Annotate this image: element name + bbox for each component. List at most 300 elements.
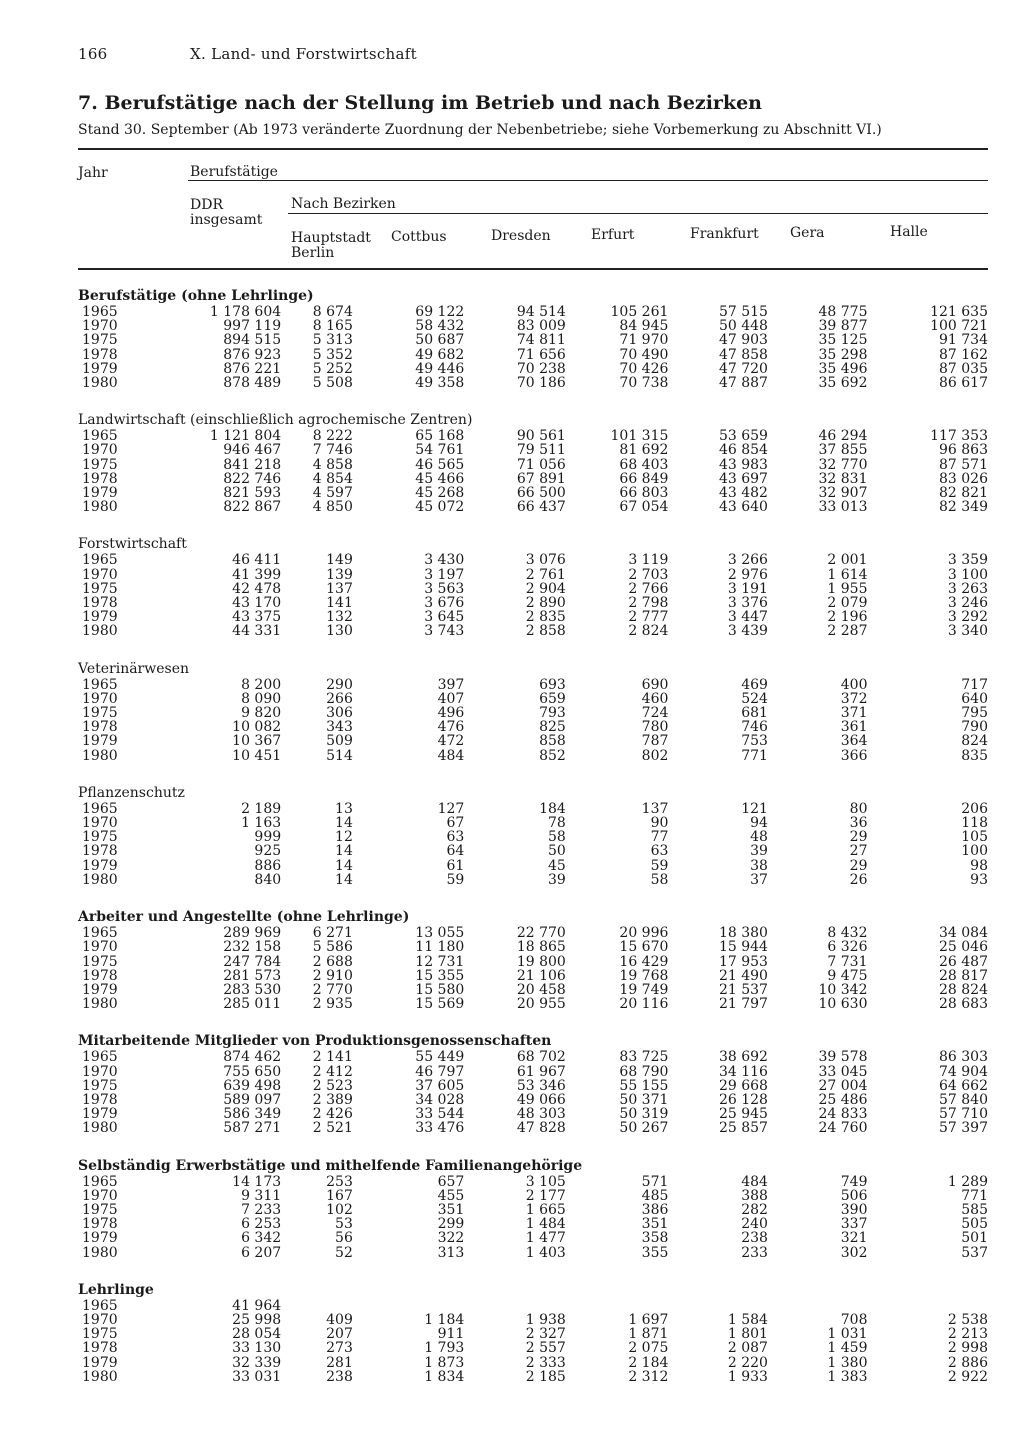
value-cell: 81 692 xyxy=(619,442,669,459)
value-cell: 640 xyxy=(961,690,988,707)
table-row xyxy=(78,802,988,816)
year-cell: 1979 xyxy=(82,1230,118,1247)
value-cell: 771 xyxy=(741,747,768,764)
section-header xyxy=(78,1280,988,1299)
value-cell: 302 xyxy=(840,1244,868,1261)
value-cell: 167 xyxy=(326,1187,353,1204)
value-cell: 61 967 xyxy=(516,1063,566,1080)
value-cell: 1 289 xyxy=(947,1173,988,1190)
value-cell: 33 544 xyxy=(415,1106,465,1123)
value-cell: 894 515 xyxy=(223,332,282,349)
header-bottom-rule xyxy=(78,268,988,270)
value-cell: 139 xyxy=(326,566,353,583)
section-label: Pflanzenschutz xyxy=(78,784,185,801)
section-header xyxy=(78,659,988,678)
value-cell: 484 xyxy=(437,747,465,764)
value-cell: 70 186 xyxy=(516,375,566,392)
value-cell: 3 119 xyxy=(628,552,669,569)
col-header-erfurt: Erfurt xyxy=(591,227,635,243)
value-cell: 822 746 xyxy=(223,470,282,487)
value-cell: 39 578 xyxy=(818,1049,868,1066)
value-cell xyxy=(868,1299,989,1313)
value-cell: 337 xyxy=(840,1216,868,1233)
value-cell: 57 710 xyxy=(939,1106,988,1123)
table-row xyxy=(78,873,988,887)
year-cell: 1978 xyxy=(82,595,118,612)
value-cell: 537 xyxy=(961,1244,988,1261)
table-row xyxy=(78,692,988,706)
value-cell: 1 871 xyxy=(628,1326,669,1343)
value-cell: 42 478 xyxy=(232,580,282,597)
value-cell: 322 xyxy=(437,1230,465,1247)
value-cell: 6 342 xyxy=(241,1230,282,1247)
value-cell: 4 850 xyxy=(312,499,353,516)
value-cell: 2 079 xyxy=(827,595,868,612)
value-cell: 690 xyxy=(641,676,669,693)
value-cell: 2 412 xyxy=(312,1063,353,1080)
value-cell: 57 840 xyxy=(939,1091,988,1108)
value-cell: 8 222 xyxy=(312,428,353,445)
value-cell: 34 028 xyxy=(415,1091,465,1108)
value-cell: 313 xyxy=(437,1244,465,1261)
table-row xyxy=(78,486,988,500)
value-cell: 21 797 xyxy=(718,996,768,1013)
value-cell: 6 207 xyxy=(241,1244,282,1261)
value-cell: 397 xyxy=(437,676,465,693)
value-cell: 77 xyxy=(650,829,669,846)
value-cell: 3 430 xyxy=(424,552,465,569)
value-cell: 3 076 xyxy=(525,552,566,569)
value-cell: 1 938 xyxy=(525,1311,566,1328)
section-label: Arbeiter und Angestellte (ohne Lehrlinge) xyxy=(78,909,410,926)
value-cell: 43 983 xyxy=(718,456,768,473)
value-cell: 66 803 xyxy=(619,485,669,502)
value-cell: 27 xyxy=(849,843,868,860)
year-cell: 1979 xyxy=(82,857,118,874)
section-header xyxy=(78,783,988,802)
section-spacer xyxy=(78,390,988,410)
value-cell: 233 xyxy=(741,1244,768,1261)
table-row xyxy=(78,348,988,362)
table-row xyxy=(78,305,988,319)
value-cell: 46 565 xyxy=(415,456,465,473)
value-cell: 90 561 xyxy=(516,428,566,445)
value-cell: 39 xyxy=(750,843,768,860)
value-cell: 2 333 xyxy=(525,1354,566,1371)
value-cell: 52 xyxy=(335,1244,353,1261)
section-label: Berufstätige (ohne Lehrlinge) xyxy=(78,288,314,304)
value-cell: 2 890 xyxy=(525,595,566,612)
value-cell: 281 xyxy=(326,1354,353,1371)
value-cell: 69 122 xyxy=(415,304,465,320)
value-cell: 7 233 xyxy=(241,1201,282,1218)
value-cell: 94 514 xyxy=(516,304,566,320)
value-cell: 361 xyxy=(840,719,868,736)
value-cell: 1 383 xyxy=(827,1368,868,1385)
value-cell: 822 867 xyxy=(223,499,282,516)
header-nach-bezirken: Nach Bezirken xyxy=(291,196,396,212)
value-cell: 355 xyxy=(641,1244,669,1261)
table-row xyxy=(78,734,988,748)
value-cell: 20 458 xyxy=(516,981,566,998)
value-cell: 118 xyxy=(961,815,988,832)
value-cell: 351 xyxy=(641,1216,669,1233)
value-cell: 3 105 xyxy=(525,1173,566,1190)
value-cell: 57 515 xyxy=(718,304,768,320)
value-cell: 876 221 xyxy=(223,360,282,377)
table-row xyxy=(78,678,988,692)
value-cell: 63 xyxy=(650,843,669,860)
value-cell: 840 xyxy=(254,871,282,888)
value-cell: 47 903 xyxy=(718,332,768,349)
table-subtitle: Stand 30. September (Ab 1973 veränderte Zuordnung der Nebenbetriebe; siehe Vorbemerkung zu Abschnitt VI.) xyxy=(78,122,882,138)
section-label: Forstwirtschaft xyxy=(78,536,187,553)
value-cell: 121 xyxy=(741,800,768,817)
value-cell: 2 770 xyxy=(312,981,353,998)
value-cell: 28 817 xyxy=(939,967,988,984)
value-cell: 771 xyxy=(961,1187,988,1204)
value-cell: 66 500 xyxy=(516,485,566,502)
value-cell: 130 xyxy=(326,623,353,640)
table-row xyxy=(78,1121,988,1135)
year-cell: 1978 xyxy=(82,719,118,736)
value-cell: 87 571 xyxy=(939,456,988,473)
value-cell: 358 xyxy=(641,1230,669,1247)
year-cell: 1975 xyxy=(82,580,118,597)
value-cell: 1 184 xyxy=(424,1311,465,1328)
year-cell: 1978 xyxy=(82,1216,118,1233)
value-cell: 53 659 xyxy=(718,428,768,445)
value-cell: 2 185 xyxy=(525,1368,566,1385)
value-cell: 746 xyxy=(741,719,768,736)
value-cell: 485 xyxy=(641,1187,669,1204)
value-cell: 7 731 xyxy=(827,953,868,970)
value-cell: 66 849 xyxy=(619,470,669,487)
value-cell: 7 746 xyxy=(312,442,353,459)
value-cell: 65 168 xyxy=(415,428,465,445)
value-cell: 55 155 xyxy=(619,1077,669,1094)
table-row xyxy=(78,940,988,954)
value-cell: 2 761 xyxy=(525,566,566,583)
year-cell: 1975 xyxy=(82,1201,118,1218)
year-cell: 1975 xyxy=(82,705,118,722)
value-cell: 15 580 xyxy=(415,981,465,998)
value-cell xyxy=(464,1299,566,1313)
value-cell: 1 933 xyxy=(727,1368,768,1385)
table-row xyxy=(78,1065,988,1079)
value-cell: 82 349 xyxy=(939,499,988,516)
value-cell: 29 xyxy=(849,857,868,874)
value-cell: 184 xyxy=(539,800,566,817)
year-cell: 1980 xyxy=(82,1368,118,1385)
value-cell: 14 xyxy=(335,815,353,832)
value-cell: 47 720 xyxy=(718,360,768,377)
value-cell: 70 426 xyxy=(619,360,669,377)
value-cell: 587 271 xyxy=(223,1120,282,1137)
year-cell: 1980 xyxy=(82,1120,118,1137)
value-cell: 874 462 xyxy=(223,1049,282,1066)
value-cell: 5 313 xyxy=(312,332,353,349)
year-cell: 1975 xyxy=(82,332,118,349)
section-spacer xyxy=(78,763,988,783)
year-cell: 1980 xyxy=(82,871,118,888)
value-cell xyxy=(668,1299,768,1313)
section-label: Lehrlinge xyxy=(78,1281,154,1298)
value-cell: 68 403 xyxy=(619,456,669,473)
table-row xyxy=(78,458,988,472)
section-label: Landwirtschaft (einschließlich agrochemische Zentren) xyxy=(78,412,473,429)
value-cell: 3 376 xyxy=(727,595,768,612)
value-cell: 8 432 xyxy=(827,925,868,942)
value-cell: 1 163 xyxy=(241,815,282,832)
table-row xyxy=(78,596,988,610)
value-cell: 32 831 xyxy=(818,470,868,487)
value-cell: 1 665 xyxy=(525,1201,566,1218)
value-cell: 132 xyxy=(326,609,353,626)
table-row xyxy=(78,1341,988,1355)
value-cell: 2 538 xyxy=(947,1311,988,1328)
value-cell: 878 489 xyxy=(223,375,282,392)
value-cell: 925 xyxy=(254,843,282,860)
value-cell: 90 xyxy=(650,815,669,832)
value-cell: 390 xyxy=(840,1201,868,1218)
value-cell: 46 294 xyxy=(818,428,868,445)
value-cell: 306 xyxy=(326,705,353,722)
value-cell: 24 760 xyxy=(818,1120,868,1137)
value-cell: 26 xyxy=(849,871,868,888)
value-cell: 207 xyxy=(326,1326,353,1343)
value-cell: 289 969 xyxy=(223,925,282,942)
value-cell: 9 820 xyxy=(241,705,282,722)
value-cell: 41 399 xyxy=(232,566,282,583)
value-cell: 56 xyxy=(335,1230,353,1247)
value-cell: 87 035 xyxy=(939,360,988,377)
value-cell: 4 858 xyxy=(312,456,353,473)
value-cell: 13 055 xyxy=(415,925,465,942)
value-cell: 1 031 xyxy=(827,1326,868,1343)
value-cell: 47 828 xyxy=(516,1120,566,1137)
value-cell: 137 xyxy=(641,800,669,817)
value-cell: 2 312 xyxy=(628,1368,669,1385)
value-cell: 509 xyxy=(326,733,353,750)
value-cell: 5 508 xyxy=(312,375,353,392)
value-cell: 91 734 xyxy=(939,332,988,349)
value-cell: 16 429 xyxy=(619,953,669,970)
value-cell: 18 380 xyxy=(718,925,768,942)
value-cell: 1 484 xyxy=(525,1216,566,1233)
table-row xyxy=(78,553,988,567)
data-table xyxy=(78,286,988,1384)
table-row xyxy=(78,816,988,830)
value-cell: 14 xyxy=(335,871,353,888)
section-spacer xyxy=(78,1260,988,1280)
value-cell: 43 697 xyxy=(718,470,768,487)
table-row xyxy=(78,983,988,997)
value-cell: 55 449 xyxy=(415,1049,465,1066)
value-cell: 238 xyxy=(741,1230,768,1247)
value-cell: 2 426 xyxy=(312,1106,353,1123)
value-cell: 68 702 xyxy=(516,1049,566,1066)
value-cell xyxy=(566,1299,669,1313)
section-header xyxy=(78,410,988,429)
value-cell: 1 380 xyxy=(827,1354,868,1371)
value-cell: 589 097 xyxy=(223,1091,282,1108)
table-row xyxy=(78,500,988,514)
table-row xyxy=(78,926,988,940)
value-cell: 282 xyxy=(741,1201,768,1218)
value-cell: 501 xyxy=(961,1230,988,1247)
value-cell: 25 945 xyxy=(718,1106,768,1123)
value-cell: 5 252 xyxy=(312,360,353,377)
value-cell: 639 498 xyxy=(223,1077,282,1094)
value-cell: 21 490 xyxy=(718,967,768,984)
col-header-gera: Gera xyxy=(790,225,825,241)
value-cell: 999 xyxy=(254,829,282,846)
value-cell: 825 xyxy=(539,719,566,736)
value-cell: 33 013 xyxy=(818,499,868,516)
section-header xyxy=(78,1156,988,1175)
value-cell: 2 835 xyxy=(525,609,566,626)
value-cell: 3 100 xyxy=(947,566,988,583)
section-header xyxy=(78,534,988,553)
value-cell: 911 xyxy=(437,1326,465,1343)
value-cell: 2 922 xyxy=(947,1368,988,1385)
value-cell: 33 130 xyxy=(232,1340,282,1357)
year-cell: 1978 xyxy=(82,470,118,487)
header-rule-1 xyxy=(188,180,988,181)
year-cell: 1979 xyxy=(82,1106,118,1123)
value-cell: 49 682 xyxy=(415,346,465,363)
value-cell: 886 xyxy=(254,857,282,874)
value-cell: 45 xyxy=(547,857,566,874)
value-cell: 2 935 xyxy=(312,996,353,1013)
header-top-rule xyxy=(78,148,988,150)
value-cell: 366 xyxy=(840,747,868,764)
value-cell: 2 858 xyxy=(525,623,566,640)
value-cell: 708 xyxy=(840,1311,868,1328)
table-row xyxy=(78,1107,988,1121)
value-cell: 47 887 xyxy=(718,375,768,392)
value-cell: 586 349 xyxy=(223,1106,282,1123)
value-cell: 93 xyxy=(970,871,988,888)
value-cell: 505 xyxy=(961,1216,988,1233)
value-cell: 821 593 xyxy=(223,485,282,502)
year-cell: 1970 xyxy=(82,442,118,459)
value-cell: 71 056 xyxy=(516,456,566,473)
value-cell: 14 xyxy=(335,843,353,860)
value-cell: 102 xyxy=(326,1201,353,1218)
year-cell: 1970 xyxy=(82,1311,118,1328)
value-cell: 755 650 xyxy=(223,1063,282,1080)
value-cell: 36 xyxy=(849,815,868,832)
section-label: Veterinärwesen xyxy=(78,660,190,677)
value-cell: 70 490 xyxy=(619,346,669,363)
year-cell: 1975 xyxy=(82,953,118,970)
value-cell: 3 292 xyxy=(947,609,988,626)
table-row xyxy=(78,997,988,1011)
value-cell: 38 xyxy=(750,857,768,874)
table-row xyxy=(78,720,988,734)
table-title: 7. Berufstätige nach der Stellung im Betrieb und nach Bezirken xyxy=(78,92,762,114)
value-cell: 46 411 xyxy=(232,552,282,569)
value-cell: 19 749 xyxy=(619,981,669,998)
table-row xyxy=(78,859,988,873)
year-cell: 1975 xyxy=(82,1077,118,1094)
year-cell: 1965 xyxy=(82,552,118,569)
value-cell: 15 670 xyxy=(619,939,669,956)
value-cell: 43 170 xyxy=(232,595,282,612)
value-cell xyxy=(768,1299,868,1313)
value-cell: 1 697 xyxy=(628,1311,669,1328)
section-label: Selbständig Erwerbstätige und mithelfende Familienangehörige xyxy=(78,1157,583,1174)
year-cell: 1965 xyxy=(82,428,118,445)
value-cell: 1 834 xyxy=(424,1368,465,1385)
value-cell: 2 798 xyxy=(628,595,669,612)
col-header-halle: Halle xyxy=(890,224,928,240)
value-cell: 50 448 xyxy=(718,318,768,335)
value-cell: 514 xyxy=(326,747,353,764)
table-row xyxy=(78,1217,988,1231)
value-cell: 33 031 xyxy=(232,1368,282,1385)
value-cell: 50 xyxy=(547,843,566,860)
value-cell: 21 537 xyxy=(718,981,768,998)
value-cell: 787 xyxy=(641,733,669,750)
value-cell: 455 xyxy=(437,1187,465,1204)
year-cell: 1980 xyxy=(82,375,118,392)
value-cell: 253 xyxy=(326,1173,353,1190)
value-cell: 98 xyxy=(970,857,988,874)
value-cell: 524 xyxy=(741,690,768,707)
year-cell: 1979 xyxy=(82,1354,118,1371)
value-cell: 43 375 xyxy=(232,609,282,626)
value-cell: 45 466 xyxy=(415,470,465,487)
year-cell: 1970 xyxy=(82,939,118,956)
year-cell: 1975 xyxy=(82,456,118,473)
header-rule-2 xyxy=(288,213,988,214)
value-cell: 74 811 xyxy=(516,332,566,349)
value-cell: 33 045 xyxy=(818,1063,868,1080)
value-cell: 53 346 xyxy=(516,1077,566,1094)
year-cell: 1978 xyxy=(82,346,118,363)
value-cell: 46 854 xyxy=(718,442,768,459)
value-cell: 3 359 xyxy=(947,552,988,569)
value-cell: 2 177 xyxy=(525,1187,566,1204)
table-row xyxy=(78,1356,988,1370)
value-cell: 5 586 xyxy=(312,939,353,956)
value-cell: 39 xyxy=(547,871,566,888)
value-cell: 78 xyxy=(547,815,566,832)
value-cell: 29 668 xyxy=(718,1077,768,1094)
value-cell: 96 863 xyxy=(939,442,988,459)
year-cell: 1965 xyxy=(82,1049,118,1066)
year-cell: 1965 xyxy=(82,676,118,693)
value-cell: 386 xyxy=(641,1201,669,1218)
value-cell: 6 253 xyxy=(241,1216,282,1233)
value-cell: 2 287 xyxy=(827,623,868,640)
table-row xyxy=(78,830,988,844)
value-cell: 12 731 xyxy=(415,953,465,970)
value-cell: 34 084 xyxy=(939,925,988,942)
value-cell: 149 xyxy=(326,552,353,569)
value-cell: 117 353 xyxy=(930,428,988,445)
page-number: 166 xyxy=(78,45,108,63)
value-cell: 2 703 xyxy=(628,566,669,583)
value-cell: 1 873 xyxy=(424,1354,465,1371)
value-cell: 35 496 xyxy=(818,360,868,377)
value-cell: 2 189 xyxy=(241,800,282,817)
value-cell: 19 768 xyxy=(619,967,669,984)
value-cell: 2 824 xyxy=(628,623,669,640)
